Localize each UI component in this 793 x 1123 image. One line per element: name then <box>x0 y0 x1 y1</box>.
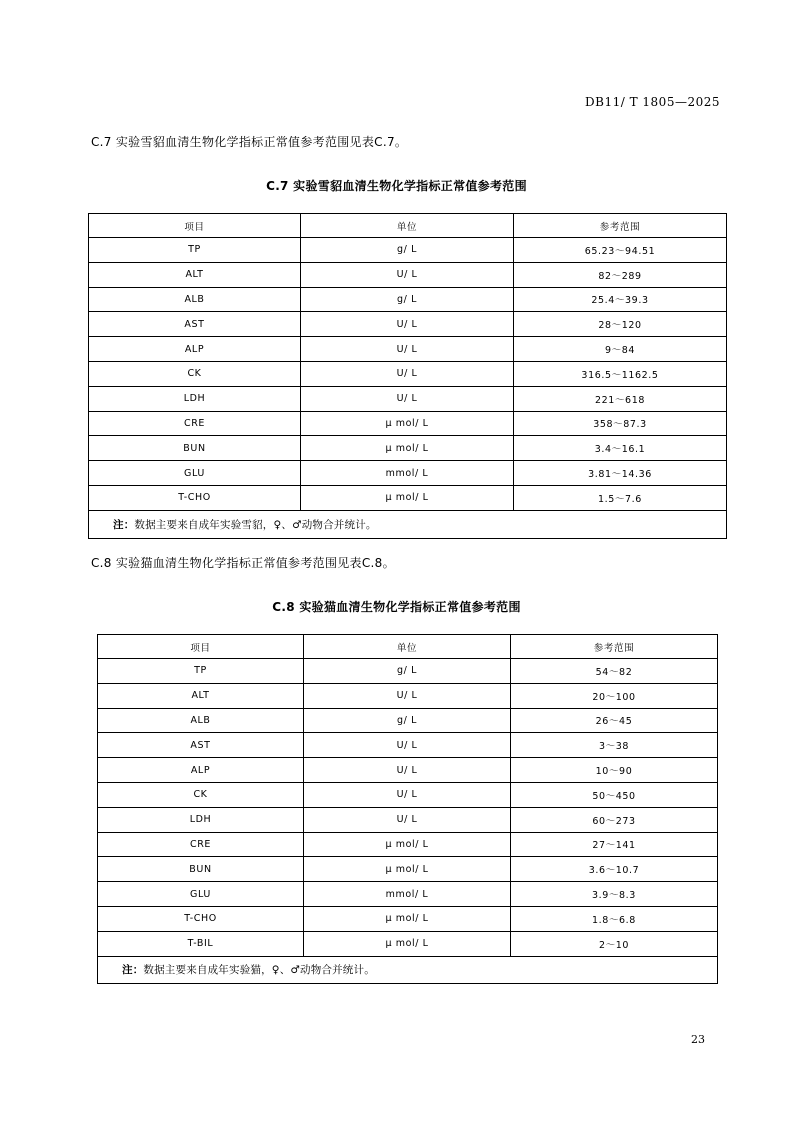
cell-item: CK <box>89 361 301 386</box>
cell-unit: U/ L <box>301 312 514 337</box>
cell-range: 9～84 <box>514 337 727 362</box>
cell-range: 1.5～7.6 <box>514 485 727 510</box>
cell-unit: U/ L <box>301 361 514 386</box>
table-c8-title: C.8 实验猫血清生物化学指标正常值参考范围 <box>272 600 521 614</box>
cell-item: ALB <box>89 287 301 312</box>
cell-item: T-CHO <box>98 906 304 931</box>
cell-range: 20～100 <box>511 683 718 708</box>
cell-unit: mmol/ L <box>301 461 514 486</box>
cell-range: 82～289 <box>514 262 727 287</box>
cell-item: AST <box>89 312 301 337</box>
table-row <box>98 758 718 783</box>
cell-unit: U/ L <box>304 758 511 783</box>
cell-range: 3.4～16.1 <box>514 436 727 461</box>
cell-range: 65.23～94.51 <box>514 238 727 263</box>
cell-item: TP <box>98 659 304 684</box>
page-number: 23 <box>691 1033 705 1046</box>
cell-range: 358～87.3 <box>514 411 727 436</box>
table-row <box>89 262 727 287</box>
table-note-row <box>98 956 718 983</box>
standard-code: DB11/ T 1805—2025 <box>585 95 720 109</box>
cell-unit: g/ L <box>304 708 511 733</box>
section-c7-intro: C.7 实验雪貂血清生物化学指标正常值参考范围见表C.7。 <box>91 135 408 149</box>
table-row <box>89 238 727 263</box>
table-row <box>89 386 727 411</box>
column-header-range: 参考范围 <box>511 635 718 659</box>
cell-item: BUN <box>98 857 304 882</box>
column-header-item: 项目 <box>89 214 301 238</box>
cell-unit: mmol/ L <box>304 882 511 907</box>
cell-item: LDH <box>89 386 301 411</box>
table-row <box>98 733 718 758</box>
cell-unit: μ mol/ L <box>304 832 511 857</box>
cell-unit: U/ L <box>301 337 514 362</box>
cell-item: T-CHO <box>89 485 301 510</box>
table-row <box>98 931 718 956</box>
cell-range: 26～45 <box>511 708 718 733</box>
cell-item: CK <box>98 782 304 807</box>
cell-range: 60～273 <box>511 807 718 832</box>
cell-item: AST <box>98 733 304 758</box>
table-row <box>98 782 718 807</box>
section-c8-intro: C.8 实验猫血清生物化学指标正常值参考范围见表C.8。 <box>91 556 395 570</box>
cell-unit: U/ L <box>304 807 511 832</box>
table-row <box>98 857 718 882</box>
cell-range: 27～141 <box>511 832 718 857</box>
table-row <box>98 882 718 907</box>
table-row <box>89 287 727 312</box>
cell-item: GLU <box>89 461 301 486</box>
table-row <box>98 659 718 684</box>
cell-unit: μ mol/ L <box>304 857 511 882</box>
table-c8 <box>97 634 718 984</box>
cell-unit: U/ L <box>301 386 514 411</box>
table-row <box>89 312 727 337</box>
note-text: 数据主要来自成年实验猫，♀、♂动物合并统计。 <box>143 964 375 977</box>
table-note <box>98 956 718 983</box>
table-row <box>98 832 718 857</box>
column-header-range: 参考范围 <box>514 214 727 238</box>
cell-item: ALP <box>98 758 304 783</box>
cell-item: TP <box>89 238 301 263</box>
table-header-row <box>89 214 727 238</box>
cell-unit: μ mol/ L <box>301 436 514 461</box>
table-row <box>89 361 727 386</box>
cell-item: CRE <box>89 411 301 436</box>
cell-item: BUN <box>89 436 301 461</box>
table-row <box>89 436 727 461</box>
table-row <box>89 411 727 436</box>
table-row <box>98 906 718 931</box>
note-text: 数据主要来自成年实验雪貂，♀、♂动物合并统计。 <box>134 518 377 531</box>
table-row <box>98 683 718 708</box>
cell-range: 221～618 <box>514 386 727 411</box>
cell-range: 54～82 <box>511 659 718 684</box>
cell-item: ALT <box>89 262 301 287</box>
cell-range: 1.8～6.8 <box>511 906 718 931</box>
table-row <box>98 807 718 832</box>
note-label: 注： <box>122 964 144 977</box>
cell-range: 3～38 <box>511 733 718 758</box>
cell-range: 25.4～39.3 <box>514 287 727 312</box>
cell-range: 28～120 <box>514 312 727 337</box>
cell-item: ALP <box>89 337 301 362</box>
cell-item: LDH <box>98 807 304 832</box>
cell-unit: g/ L <box>304 659 511 684</box>
table-header-row <box>98 635 718 659</box>
cell-range: 3.9～8.3 <box>511 882 718 907</box>
cell-unit: μ mol/ L <box>301 485 514 510</box>
cell-unit: g/ L <box>301 287 514 312</box>
cell-range: 2～10 <box>511 931 718 956</box>
table-row <box>98 708 718 733</box>
cell-unit: U/ L <box>304 733 511 758</box>
cell-unit: g/ L <box>301 238 514 263</box>
cell-unit: μ mol/ L <box>304 906 511 931</box>
table-note-row <box>89 510 727 538</box>
cell-unit: U/ L <box>304 782 511 807</box>
column-header-unit: 单位 <box>301 214 514 238</box>
cell-item: T-BIL <box>98 931 304 956</box>
cell-item: ALB <box>98 708 304 733</box>
table-note <box>89 510 727 538</box>
cell-range: 3.6～10.7 <box>511 857 718 882</box>
table-c7 <box>88 213 727 539</box>
table-row <box>89 337 727 362</box>
cell-item: GLU <box>98 882 304 907</box>
table-c7-title: C.7 实验雪貂血清生物化学指标正常值参考范围 <box>266 179 527 193</box>
cell-range: 10～90 <box>511 758 718 783</box>
cell-range: 3.81～14.36 <box>514 461 727 486</box>
cell-unit: μ mol/ L <box>301 411 514 436</box>
table-row <box>89 461 727 486</box>
cell-item: ALT <box>98 683 304 708</box>
cell-unit: U/ L <box>301 262 514 287</box>
column-header-item: 项目 <box>98 635 304 659</box>
column-header-unit: 单位 <box>304 635 511 659</box>
cell-item: CRE <box>98 832 304 857</box>
cell-range: 50～450 <box>511 782 718 807</box>
cell-unit: μ mol/ L <box>304 931 511 956</box>
table-row <box>89 485 727 510</box>
note-label: 注： <box>113 518 135 531</box>
cell-range: 316.5～1162.5 <box>514 361 727 386</box>
cell-unit: U/ L <box>304 683 511 708</box>
